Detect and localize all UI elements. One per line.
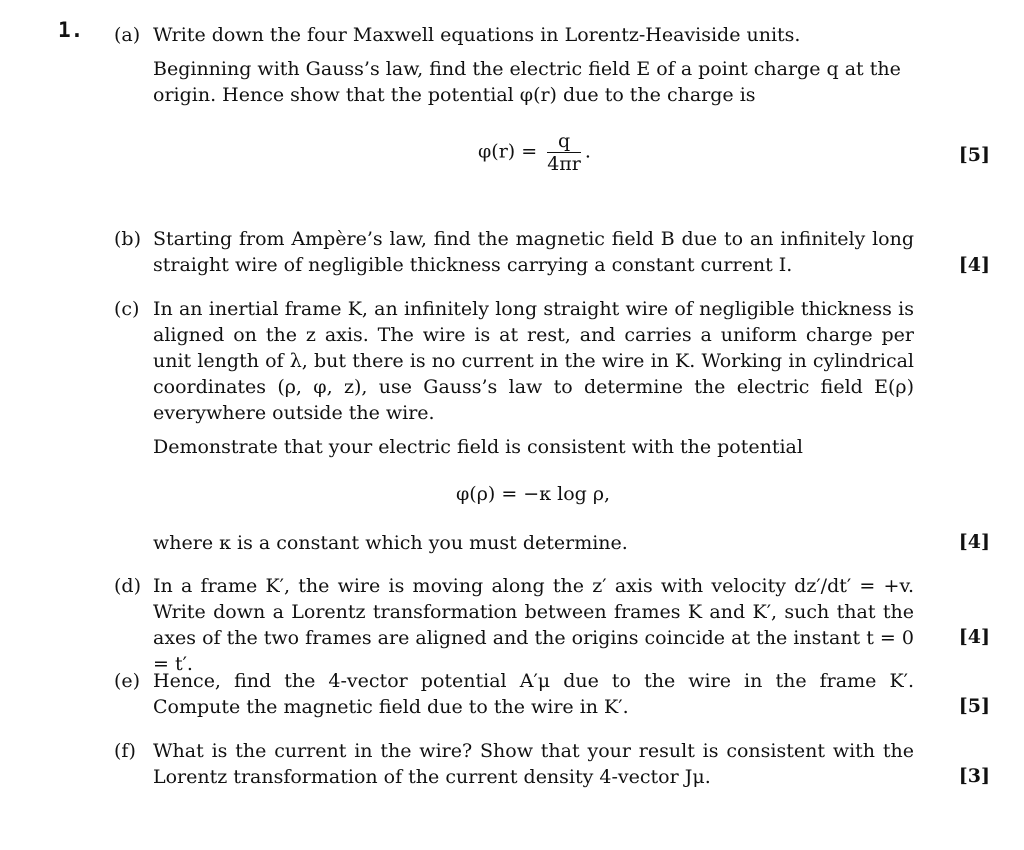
part-f — [114, 738, 914, 790]
part-label: (a) — [114, 24, 141, 46]
part-label: (f) — [114, 740, 136, 762]
equation-lhs: φ(r) = — [478, 140, 538, 163]
part-text: What is the current in the wire? Show that your result is consistent with the Lorentz transformation of the current density 4-vector Jμ. — [153, 740, 914, 788]
part-text: Starting from Ampère’s law, find the magnetic field B due to an infinitely long straight wire of negligible thickness carrying a constant current I. — [153, 228, 914, 276]
part-text: where κ is a constant which you must determine. — [153, 532, 628, 554]
part-text: Write down the four Maxwell equations in Lorentz-Heaviside units. — [153, 24, 801, 46]
marks-e: [5] — [958, 695, 990, 717]
part-label: (d) — [114, 575, 141, 597]
part-text: Beginning with Gauss’s law, find the electric field E of a point charge q at the origin. Hence show that the potential φ(r) due to the charge is — [153, 58, 901, 106]
marks-c: [4] — [958, 531, 990, 553]
fraction — [547, 130, 581, 175]
part-text: In an inertial frame K, an infinitely long straight wire of negligible thickness is aligned on the z axis. The wire is at rest, and carries a uniform charge per unit length of λ, but there is no current in the wire in K. Working in cylindrical coordinates (ρ, φ, z), use Gauss’s law to determine the electric field E(ρ) everywhere outside the wire. — [153, 298, 914, 424]
marks-d: [4] — [958, 626, 990, 648]
part-text: Hence, find the 4-vector potential A′μ due to the wire in the frame K′. Compute the magnetic field due to the wire in K′. — [153, 670, 914, 718]
part-label: (e) — [114, 670, 141, 692]
part-label: (b) — [114, 228, 141, 250]
marks-b: [4] — [958, 254, 990, 276]
equation-tail: . — [584, 140, 591, 163]
marks-a: [5] — [958, 144, 990, 166]
equation-wire-potential: φ(ρ) = −κ log ρ, — [456, 483, 611, 505]
part-a — [114, 22, 914, 108]
part-text: In a frame K′, the wire is moving along the z′ axis with velocity dz′/dt′ = +v. Write down a Lorentz transformation between frames K and K′, such that the axes of the two frames are aligned and the origins coincide at the instant t = 0 = t′. — [153, 575, 914, 675]
part-label: (c) — [114, 298, 140, 320]
part-c-continued — [114, 530, 914, 556]
part-e — [114, 668, 914, 720]
equation-point-charge-potential — [478, 130, 591, 175]
part-c — [114, 296, 914, 460]
part-text: Demonstrate that your electric field is consistent with the potential — [153, 436, 803, 458]
question-number: 1. — [58, 18, 84, 42]
part-b — [114, 226, 914, 278]
part-d — [114, 573, 914, 677]
fraction-denominator: 4πr — [547, 153, 581, 175]
marks-f: [3] — [958, 765, 990, 787]
fraction-numerator: q — [547, 130, 581, 153]
